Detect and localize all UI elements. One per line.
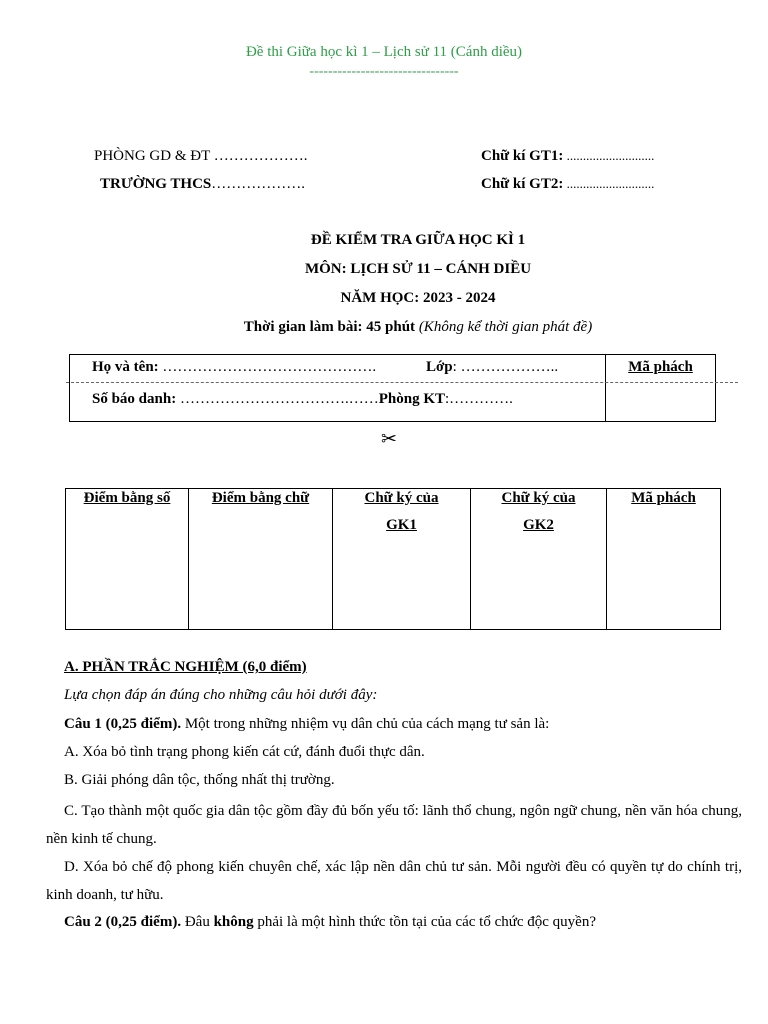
gt1-label: Chữ kí GT1:	[481, 148, 564, 164]
question-2	[64, 914, 596, 931]
sbd-label: Số báo danh:	[92, 391, 177, 407]
doc-title: Đề thi Giữa học kì 1 – Lịch sử 11 (Cánh diều)	[245, 44, 523, 60]
q2-pre: Đâu	[181, 914, 214, 930]
gk1-header: Chữ ký của	[364, 490, 439, 506]
q1-option-a: A. Xóa bỏ tình trạng phong kiến cát cứ, đánh đuổi thực dân.	[64, 744, 425, 760]
q2-label: Câu 2 (0,25 điểm).	[64, 914, 182, 930]
name-dots: …………………………………….	[158, 359, 377, 375]
name-field[interactable]	[92, 359, 376, 376]
code-header: Mã phách	[631, 490, 696, 506]
room-dots: :………….	[445, 391, 513, 407]
score-table-row	[66, 489, 721, 630]
q2-post: phải là một hình thức tồn tại của các tổ chức độc quyền?	[253, 914, 597, 930]
name-label: Họ và tên:	[92, 359, 159, 375]
scissors-icon: ✂	[381, 428, 397, 450]
gk1-subheader: GK1	[386, 517, 417, 533]
gk2-cell[interactable]	[471, 489, 607, 630]
class-dots: : ………………..	[452, 359, 559, 375]
section-a-instruction: Lựa chọn đáp án đúng cho những câu hỏi dưới đây:	[64, 687, 378, 703]
class-field[interactable]	[426, 359, 558, 376]
gt1-line	[481, 148, 654, 165]
school-line	[100, 176, 305, 193]
section-a-heading: A. PHẦN TRẮC NGHIỆM (6,0 điểm)	[64, 659, 307, 675]
sbd-dots: …………………………….……	[176, 391, 379, 407]
score-table	[65, 488, 721, 630]
score-words-header: Điểm bằng chữ	[211, 490, 310, 506]
q2-emphasis: không	[213, 914, 254, 930]
code-label: Mã phách	[628, 359, 693, 375]
gk1-cell[interactable]	[333, 489, 471, 630]
exam-time	[0, 319, 768, 336]
gt2-dots: ...........................	[563, 176, 655, 191]
exam-title: ĐỀ KIỂM TRA GIỮA HỌC KÌ 1	[310, 232, 526, 248]
q1-label: Câu 1 (0,25 điểm).	[64, 716, 182, 732]
class-label: Lớp	[426, 359, 453, 375]
q1-option-d: D. Xóa bỏ chế độ phong kiến chuyên chế, xác lập nền dân chủ tư sản. Mỗi người đều có quyền tự do chính trị, kinh doanh, tư hữu.	[46, 859, 742, 903]
exam-year: NĂM HỌC: 2023 - 2024	[340, 290, 496, 306]
sbd-field[interactable]	[92, 391, 513, 408]
gk2-header: Chữ ký của	[501, 490, 576, 506]
question-1	[64, 716, 549, 733]
gt1-dots: ...........................	[563, 148, 655, 163]
score-number-header: Điểm bằng số	[83, 490, 171, 506]
score-number-cell[interactable]	[66, 489, 189, 630]
gt2-line	[481, 176, 654, 193]
school-dots: ……………….	[211, 176, 306, 192]
cut-line	[66, 382, 738, 383]
room-label: Phòng KT	[378, 391, 445, 407]
title-divider: --------------------------------	[309, 64, 459, 79]
gk2-subheader: GK2	[523, 517, 554, 533]
code-cell[interactable]	[607, 489, 721, 630]
score-words-cell[interactable]	[189, 489, 333, 630]
q1-option-b: B. Giải phóng dân tộc, thống nhất thị trường.	[64, 772, 335, 788]
gt2-label: Chữ kí GT2:	[481, 176, 564, 192]
q1-text: Một trong những nhiệm vụ dân chủ của cách mạng tư sản là:	[181, 716, 550, 732]
exam-subject: MÔN: LỊCH SỬ 11 – CÁNH DIỀU	[304, 261, 532, 277]
dept-line: PHÒNG GD & ĐT ……………….	[94, 148, 308, 164]
q1-option-c: C. Tạo thành một quốc gia dân tộc gồm đầy đủ bốn yếu tố: lãnh thổ chung, ngôn ngữ chung, nền văn hóa chung, nền kinh tế chung.	[46, 803, 742, 847]
school-label: TRƯỜNG THCS	[100, 176, 212, 192]
time-note: (Không kể thời gian phát đề)	[418, 319, 593, 335]
time-label: Thời gian làm bài: 45 phút	[243, 319, 416, 335]
